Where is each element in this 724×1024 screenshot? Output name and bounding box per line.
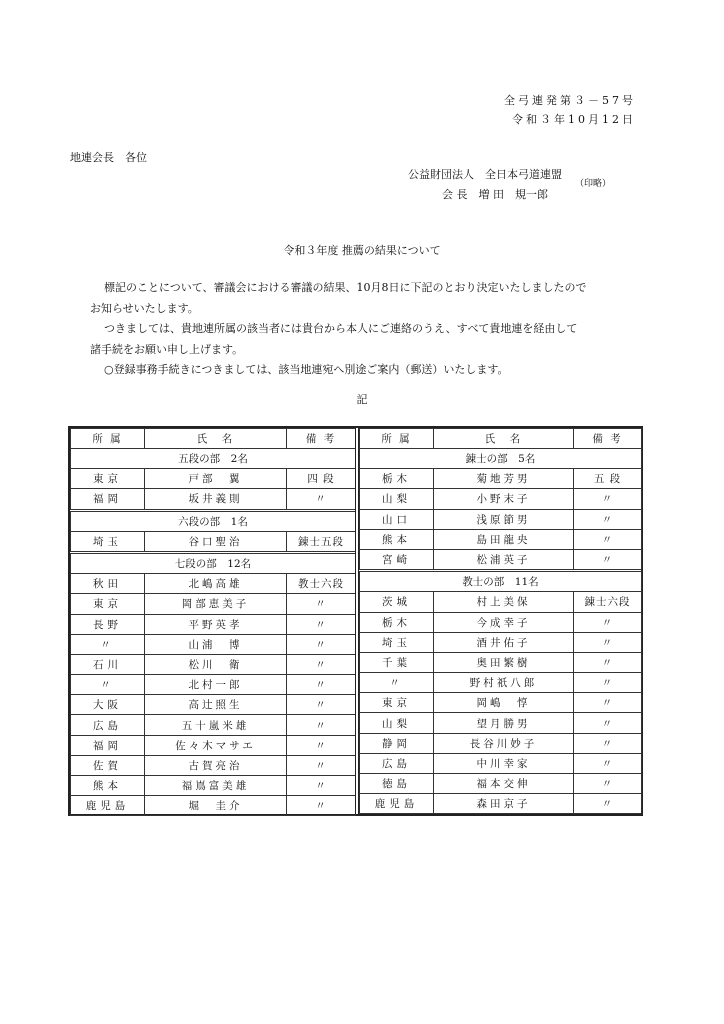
affiliation-cell: 熊本 (71, 776, 145, 796)
name-cell: 森田京子 (434, 794, 574, 814)
document-number: 全弓連発第３－57号 (504, 94, 636, 107)
table-row (360, 733, 642, 753)
affiliation-cell: 秋田 (71, 574, 145, 594)
results-table-right (359, 428, 641, 814)
remarks-cell: 〃 (287, 776, 356, 796)
remarks-cell: 〃 (287, 614, 356, 634)
affiliation-cell: 鹿児島 (360, 794, 434, 814)
table-row (71, 574, 356, 594)
table-row (360, 529, 642, 549)
affiliation-cell: 茨城 (360, 592, 434, 612)
table-row (360, 509, 642, 529)
body-text (90, 278, 650, 381)
table-row (71, 695, 356, 715)
remarks-cell: 〃 (287, 489, 356, 510)
name-cell: 坂井義則 (145, 489, 287, 510)
remarks-cell: 〃 (574, 713, 642, 733)
remarks-cell: 〃 (574, 549, 642, 570)
table-header-row (360, 429, 642, 449)
remarks-cell: 〃 (574, 753, 642, 773)
affiliation-cell: 広島 (71, 715, 145, 735)
table-row (360, 753, 642, 773)
name-cell: 菊地芳男 (434, 469, 574, 489)
affiliation-cell: 大阪 (71, 695, 145, 715)
table-row (71, 489, 356, 510)
header-name: 氏 名 (434, 429, 574, 449)
affiliation-cell: 東京 (71, 594, 145, 614)
affiliation-cell: 福岡 (71, 735, 145, 755)
name-cell: 戸部 翼 (145, 469, 287, 489)
table-row (71, 469, 356, 489)
results-table-left (70, 428, 355, 816)
remarks-cell: 〃 (574, 652, 642, 672)
name-cell: 望月勝男 (434, 713, 574, 733)
table-row (71, 755, 356, 775)
sender-organization: 公益財団法人 全日本弓道連盟 (408, 168, 562, 181)
name-cell: 浅原節男 (434, 509, 574, 529)
name-cell: 岡部恵美子 (145, 594, 287, 614)
name-cell: 高辻照生 (145, 695, 287, 715)
affiliation-cell: 宮崎 (360, 549, 434, 570)
section-title: 五段の部 2名 (71, 449, 356, 469)
name-cell: 島田龍央 (434, 529, 574, 549)
remarks-cell: 〃 (574, 509, 642, 529)
name-cell: 古賀亮治 (145, 755, 287, 775)
remarks-cell: 〃 (287, 654, 356, 674)
table-header-row (71, 429, 356, 449)
name-cell: 小野末子 (434, 489, 574, 509)
affiliation-cell: 栃木 (360, 469, 434, 489)
remarks-cell: 〃 (574, 693, 642, 713)
name-cell: 酒井佑子 (434, 632, 574, 652)
affiliation-cell: 埼玉 (360, 632, 434, 652)
affiliation-cell: 東京 (71, 469, 145, 489)
table-row (360, 673, 642, 693)
addressee: 地連会長 各位 (70, 151, 147, 164)
remarks-cell: 錬士六段 (574, 592, 642, 612)
affiliation-cell: 東京 (360, 693, 434, 713)
seal-omitted-note: （印略） (575, 179, 612, 189)
table-row (360, 632, 642, 652)
remarks-cell: 〃 (574, 673, 642, 693)
section-header-row (71, 449, 356, 469)
remarks-cell: 五 段 (574, 469, 642, 489)
paragraph-1: 標記のことについて、審議会における審議の結果、10月8日に下記のとおり決定いたしましたので (104, 281, 587, 294)
affiliation-cell: 山梨 (360, 713, 434, 733)
affiliation-cell: 千葉 (360, 652, 434, 672)
remarks-cell: 四 段 (287, 469, 356, 489)
table-row (360, 612, 642, 632)
table-row (71, 715, 356, 735)
name-cell: 村上美保 (434, 592, 574, 612)
paragraph-1-cont: お知らせいたします。 (90, 301, 199, 315)
name-cell: 福本交伸 (434, 774, 574, 794)
remarks-cell: 〃 (287, 695, 356, 715)
affiliation-cell: 長野 (71, 614, 145, 634)
section-header-row (360, 449, 642, 469)
remarks-cell: 〃 (287, 594, 356, 614)
results-table (68, 426, 643, 816)
remarks-cell: 〃 (287, 634, 356, 654)
results-right-table (359, 428, 642, 814)
header-affiliation: 所 属 (360, 429, 434, 449)
affiliation-cell: 広島 (360, 753, 434, 773)
table-row (71, 614, 356, 634)
affiliation-cell: 佐賀 (71, 755, 145, 775)
section-header-row (71, 510, 356, 531)
table-row (360, 693, 642, 713)
remarks-cell: 〃 (287, 715, 356, 735)
affiliation-cell: 石川 (71, 654, 145, 674)
affiliation-cell: 山口 (360, 509, 434, 529)
document-date: 令和３年10月12日 (512, 113, 636, 126)
affiliation-cell: 徳島 (360, 774, 434, 794)
table-row (71, 776, 356, 796)
remarks-cell: 錬士五段 (287, 531, 356, 552)
remarks-cell: 〃 (287, 755, 356, 775)
affiliation-cell: 鹿児島 (71, 796, 145, 816)
table-row (360, 592, 642, 612)
name-cell: 中川幸家 (434, 753, 574, 773)
affiliation-cell: 栃木 (360, 612, 434, 632)
remarks-cell: 〃 (287, 675, 356, 695)
name-cell: 北村一郎 (145, 675, 287, 695)
remarks-cell: 〃 (574, 632, 642, 652)
table-row (360, 713, 642, 733)
affiliation-cell: 〃 (71, 675, 145, 695)
affiliation-cell: 静岡 (360, 733, 434, 753)
name-cell: 谷口聖治 (145, 531, 287, 552)
ki-marker: 記 (356, 393, 368, 406)
name-cell: 野村祇八郎 (434, 673, 574, 693)
table-row (360, 652, 642, 672)
remarks-cell: 〃 (574, 489, 642, 509)
name-cell: 北嶋高雄 (145, 574, 287, 594)
table-row (71, 796, 356, 816)
affiliation-cell: 福岡 (71, 489, 145, 510)
table-row (360, 469, 642, 489)
paragraph-2: つきましては、貴地連所属の該当者には貴台から本人にご連絡のうえ、すべて貴地連を経由して (104, 322, 578, 335)
section-title: 七段の部 12名 (71, 552, 356, 573)
name-cell: 長谷川妙子 (434, 733, 574, 753)
table-row (71, 675, 356, 695)
name-cell: 山浦 博 (145, 634, 287, 654)
table-row (71, 735, 356, 755)
remarks-cell: 〃 (574, 529, 642, 549)
sender-block (408, 165, 562, 205)
table-row (71, 594, 356, 614)
table-row (71, 654, 356, 674)
affiliation-cell: 熊本 (360, 529, 434, 549)
remarks-cell: 〃 (574, 612, 642, 632)
name-cell: 今成幸子 (434, 612, 574, 632)
name-cell: 奥田繁樹 (434, 652, 574, 672)
name-cell: 平野英孝 (145, 614, 287, 634)
results-left-table (70, 428, 356, 816)
name-cell: 福嶌富美雄 (145, 776, 287, 796)
affiliation-cell: 〃 (71, 634, 145, 654)
remarks-cell: 〃 (574, 733, 642, 753)
affiliation-cell: 山梨 (360, 489, 434, 509)
table-row (71, 531, 356, 552)
table-row (71, 634, 356, 654)
name-cell: 堀 圭介 (145, 796, 287, 816)
name-cell: 松浦英子 (434, 549, 574, 570)
section-header-row (360, 571, 642, 592)
name-cell: 佐々木マサエ (145, 735, 287, 755)
remarks-cell: 〃 (287, 796, 356, 816)
paragraph-3: ○登録事務手続きにつきましては、該当地連宛へ別途ご案内（郵送）いたします。 (104, 363, 509, 376)
remarks-cell: 〃 (574, 794, 642, 814)
name-cell: 五十嵐米雄 (145, 715, 287, 735)
affiliation-cell: 埼玉 (71, 531, 145, 552)
header-remarks: 備 考 (574, 429, 642, 449)
remarks-cell: 教士六段 (287, 574, 356, 594)
section-title: 六段の部 1名 (71, 510, 356, 531)
table-row (360, 489, 642, 509)
header-remarks: 備 考 (287, 429, 356, 449)
section-title: 教士の部 11名 (360, 571, 642, 592)
header-affiliation: 所 属 (71, 429, 145, 449)
section-title: 錬士の部 5名 (360, 449, 642, 469)
header-name: 氏 名 (145, 429, 287, 449)
table-row (360, 549, 642, 570)
document-title: 令和３年度 推薦の結果について (283, 244, 441, 257)
document-header-right (504, 91, 636, 129)
remarks-cell: 〃 (574, 774, 642, 794)
section-header-row (71, 552, 356, 573)
affiliation-cell: 〃 (360, 673, 434, 693)
table-row (360, 794, 642, 814)
table-row (360, 774, 642, 794)
sender-person: 会 長 増 田 規一郎 (442, 188, 548, 201)
name-cell: 岡嶋 惇 (434, 693, 574, 713)
remarks-cell: 〃 (287, 735, 356, 755)
name-cell: 松川 衛 (145, 654, 287, 674)
paragraph-2-cont: 諸手続をお願い申し上げます。 (90, 342, 244, 356)
